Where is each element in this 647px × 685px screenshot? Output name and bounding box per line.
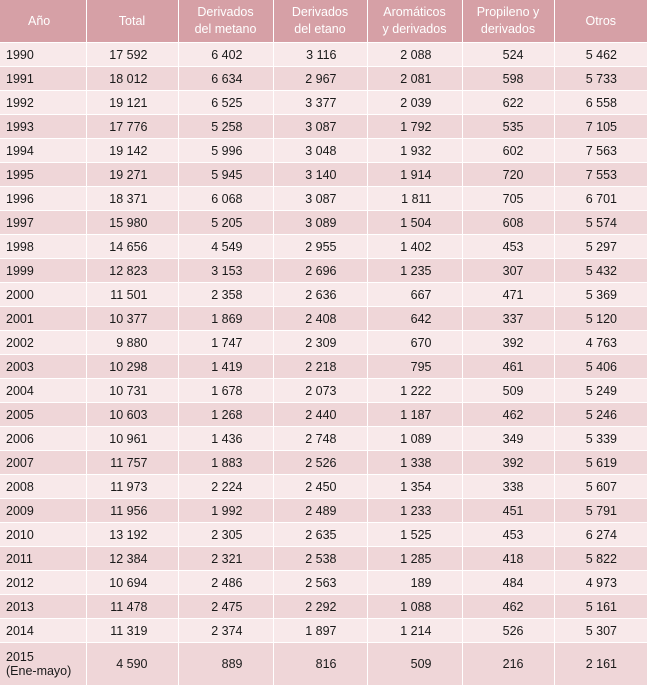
cell-year: 2012 <box>0 571 86 595</box>
cell-etano: 1 897 <box>273 619 367 643</box>
cell-aromaticos: 1 402 <box>367 235 462 259</box>
cell-metano: 6 402 <box>178 43 273 67</box>
cell-otros: 5 822 <box>554 547 647 571</box>
cell-aromaticos: 1 354 <box>367 475 462 499</box>
cell-propileno: 509 <box>462 379 554 403</box>
cell-etano: 3 087 <box>273 115 367 139</box>
cell-etano: 3 089 <box>273 211 367 235</box>
cell-total: 19 271 <box>86 163 178 187</box>
cell-metano: 2 321 <box>178 547 273 571</box>
cell-propileno: 471 <box>462 283 554 307</box>
cell-otros: 5 246 <box>554 403 647 427</box>
cell-etano: 2 636 <box>273 283 367 307</box>
cell-total: 11 757 <box>86 451 178 475</box>
cell-propileno: 349 <box>462 427 554 451</box>
cell-metano: 2 358 <box>178 283 273 307</box>
cell-propileno: 598 <box>462 67 554 91</box>
cell-etano: 816 <box>273 643 367 685</box>
table-row <box>0 379 647 403</box>
cell-total: 18 012 <box>86 67 178 91</box>
cell-etano: 2 440 <box>273 403 367 427</box>
table-row <box>0 91 647 115</box>
cell-propileno: 451 <box>462 499 554 523</box>
cell-total: 11 319 <box>86 619 178 643</box>
cell-year: 2015 (Ene-mayo) <box>0 643 86 685</box>
table-row <box>0 43 647 67</box>
cell-aromaticos: 1 525 <box>367 523 462 547</box>
cell-propileno: 418 <box>462 547 554 571</box>
cell-propileno: 705 <box>462 187 554 211</box>
table-row <box>0 451 647 475</box>
cell-aromaticos: 1 914 <box>367 163 462 187</box>
cell-otros: 5 161 <box>554 595 647 619</box>
cell-propileno: 453 <box>462 523 554 547</box>
cell-etano: 3 140 <box>273 163 367 187</box>
cell-propileno: 622 <box>462 91 554 115</box>
cell-year: 2014 <box>0 619 86 643</box>
header-row <box>0 0 647 43</box>
cell-metano: 889 <box>178 643 273 685</box>
cell-propileno: 602 <box>462 139 554 163</box>
cell-etano: 2 538 <box>273 547 367 571</box>
cell-otros: 5 733 <box>554 67 647 91</box>
cell-total: 11 973 <box>86 475 178 499</box>
cell-aromaticos: 1 792 <box>367 115 462 139</box>
cell-propileno: 392 <box>462 451 554 475</box>
cell-propileno: 461 <box>462 355 554 379</box>
cell-year: 2011 <box>0 547 86 571</box>
cell-propileno: 524 <box>462 43 554 67</box>
table-row <box>0 595 647 619</box>
cell-etano: 2 309 <box>273 331 367 355</box>
cell-year: 2006 <box>0 427 86 451</box>
header-otros: Otros <box>554 0 647 43</box>
cell-propileno: 535 <box>462 115 554 139</box>
table-row <box>0 619 647 643</box>
cell-otros: 5 574 <box>554 211 647 235</box>
cell-year: 1995 <box>0 163 86 187</box>
cell-metano: 5 945 <box>178 163 273 187</box>
cell-aromaticos: 2 088 <box>367 43 462 67</box>
cell-otros: 5 791 <box>554 499 647 523</box>
cell-total: 4 590 <box>86 643 178 685</box>
table-row <box>0 547 647 571</box>
table-row <box>0 403 647 427</box>
cell-aromaticos: 1 222 <box>367 379 462 403</box>
cell-total: 18 371 <box>86 187 178 211</box>
cell-aromaticos: 1 285 <box>367 547 462 571</box>
cell-otros: 5 249 <box>554 379 647 403</box>
cell-metano: 2 475 <box>178 595 273 619</box>
cell-aromaticos: 189 <box>367 571 462 595</box>
cell-year: 2001 <box>0 307 86 331</box>
cell-aromaticos: 1 214 <box>367 619 462 643</box>
cell-total: 19 121 <box>86 91 178 115</box>
cell-propileno: 307 <box>462 259 554 283</box>
cell-aromaticos: 1 187 <box>367 403 462 427</box>
cell-aromaticos: 795 <box>367 355 462 379</box>
cell-total: 10 377 <box>86 307 178 331</box>
cell-otros: 5 607 <box>554 475 647 499</box>
cell-year: 2009 <box>0 499 86 523</box>
cell-propileno: 462 <box>462 403 554 427</box>
cell-propileno: 337 <box>462 307 554 331</box>
header-propileno: Propileno y derivados <box>462 0 554 43</box>
table-row <box>0 475 647 499</box>
cell-year: 2002 <box>0 331 86 355</box>
table-row <box>0 523 647 547</box>
cell-aromaticos: 2 081 <box>367 67 462 91</box>
table-row <box>0 427 647 451</box>
cell-year: 2003 <box>0 355 86 379</box>
cell-year: 2010 <box>0 523 86 547</box>
cell-otros: 6 274 <box>554 523 647 547</box>
cell-otros: 7 563 <box>554 139 647 163</box>
cell-total: 10 694 <box>86 571 178 595</box>
cell-metano: 5 205 <box>178 211 273 235</box>
cell-metano: 1 419 <box>178 355 273 379</box>
cell-metano: 6 068 <box>178 187 273 211</box>
cell-etano: 3 116 <box>273 43 367 67</box>
cell-otros: 5 619 <box>554 451 647 475</box>
cell-total: 10 603 <box>86 403 178 427</box>
cell-otros: 7 553 <box>554 163 647 187</box>
cell-otros: 6 558 <box>554 91 647 115</box>
cell-otros: 4 973 <box>554 571 647 595</box>
cell-metano: 2 224 <box>178 475 273 499</box>
cell-etano: 2 408 <box>273 307 367 331</box>
table-row <box>0 643 647 685</box>
cell-year: 1992 <box>0 91 86 115</box>
table-row <box>0 259 647 283</box>
cell-year: 1991 <box>0 67 86 91</box>
cell-etano: 2 748 <box>273 427 367 451</box>
cell-total: 10 298 <box>86 355 178 379</box>
cell-total: 12 384 <box>86 547 178 571</box>
table-row <box>0 355 647 379</box>
cell-propileno: 608 <box>462 211 554 235</box>
cell-propileno: 526 <box>462 619 554 643</box>
cell-metano: 5 258 <box>178 115 273 139</box>
cell-total: 10 961 <box>86 427 178 451</box>
cell-metano: 1 436 <box>178 427 273 451</box>
cell-year: 1998 <box>0 235 86 259</box>
cell-year: 1993 <box>0 115 86 139</box>
cell-total: 19 142 <box>86 139 178 163</box>
table-row <box>0 235 647 259</box>
cell-metano: 3 153 <box>178 259 273 283</box>
cell-aromaticos: 1 338 <box>367 451 462 475</box>
table-row <box>0 331 647 355</box>
cell-metano: 1 883 <box>178 451 273 475</box>
cell-otros: 6 701 <box>554 187 647 211</box>
cell-propileno: 484 <box>462 571 554 595</box>
table-row <box>0 67 647 91</box>
cell-total: 11 478 <box>86 595 178 619</box>
table-row <box>0 187 647 211</box>
cell-metano: 1 869 <box>178 307 273 331</box>
cell-metano: 5 996 <box>178 139 273 163</box>
table-row <box>0 211 647 235</box>
header-year: Año <box>0 0 86 43</box>
cell-propileno: 216 <box>462 643 554 685</box>
cell-metano: 4 549 <box>178 235 273 259</box>
cell-otros: 7 105 <box>554 115 647 139</box>
cell-total: 9 880 <box>86 331 178 355</box>
cell-year: 1990 <box>0 43 86 67</box>
cell-year: 2004 <box>0 379 86 403</box>
table-row <box>0 163 647 187</box>
table-row <box>0 115 647 139</box>
cell-etano: 2 450 <box>273 475 367 499</box>
header-metano: Derivados del metano <box>178 0 273 43</box>
cell-otros: 5 297 <box>554 235 647 259</box>
cell-otros: 2 161 <box>554 643 647 685</box>
cell-metano: 2 486 <box>178 571 273 595</box>
cell-etano: 2 526 <box>273 451 367 475</box>
cell-year: 2013 <box>0 595 86 619</box>
cell-aromaticos: 1 233 <box>367 499 462 523</box>
cell-aromaticos: 1 089 <box>367 427 462 451</box>
cell-etano: 2 292 <box>273 595 367 619</box>
cell-otros: 5 432 <box>554 259 647 283</box>
cell-propileno: 453 <box>462 235 554 259</box>
cell-total: 14 656 <box>86 235 178 259</box>
table-row <box>0 499 647 523</box>
cell-total: 17 776 <box>86 115 178 139</box>
cell-otros: 5 369 <box>554 283 647 307</box>
cell-year: 2007 <box>0 451 86 475</box>
cell-aromaticos: 1 088 <box>367 595 462 619</box>
cell-aromaticos: 670 <box>367 331 462 355</box>
cell-etano: 2 635 <box>273 523 367 547</box>
cell-year: 2005 <box>0 403 86 427</box>
cell-otros: 5 339 <box>554 427 647 451</box>
cell-total: 10 731 <box>86 379 178 403</box>
cell-year: 1997 <box>0 211 86 235</box>
cell-metano: 1 747 <box>178 331 273 355</box>
cell-metano: 1 268 <box>178 403 273 427</box>
cell-aromaticos: 1 811 <box>367 187 462 211</box>
cell-otros: 4 763 <box>554 331 647 355</box>
cell-etano: 2 696 <box>273 259 367 283</box>
cell-total: 12 823 <box>86 259 178 283</box>
cell-year: 2000 <box>0 283 86 307</box>
cell-propileno: 462 <box>462 595 554 619</box>
cell-otros: 5 462 <box>554 43 647 67</box>
cell-etano: 3 048 <box>273 139 367 163</box>
header-aromaticos: Aromáticos y derivados <box>367 0 462 43</box>
cell-etano: 2 489 <box>273 499 367 523</box>
cell-total: 13 192 <box>86 523 178 547</box>
table-row <box>0 139 647 163</box>
cell-aromaticos: 1 932 <box>367 139 462 163</box>
cell-propileno: 720 <box>462 163 554 187</box>
cell-metano: 1 992 <box>178 499 273 523</box>
year-note: (Ene-mayo) <box>6 664 76 678</box>
cell-year: 2008 <box>0 475 86 499</box>
cell-etano: 2 955 <box>273 235 367 259</box>
cell-metano: 1 678 <box>178 379 273 403</box>
cell-etano: 3 377 <box>273 91 367 115</box>
cell-otros: 5 120 <box>554 307 647 331</box>
cell-metano: 6 525 <box>178 91 273 115</box>
cell-total: 17 592 <box>86 43 178 67</box>
cell-year: 1994 <box>0 139 86 163</box>
cell-propileno: 392 <box>462 331 554 355</box>
cell-etano: 2 218 <box>273 355 367 379</box>
cell-propileno: 338 <box>462 475 554 499</box>
cell-aromaticos: 2 039 <box>367 91 462 115</box>
cell-year: 1999 <box>0 259 86 283</box>
cell-etano: 2 967 <box>273 67 367 91</box>
cell-otros: 5 406 <box>554 355 647 379</box>
table-row <box>0 571 647 595</box>
cell-total: 11 956 <box>86 499 178 523</box>
header-etano: Derivados del etano <box>273 0 367 43</box>
cell-otros: 5 307 <box>554 619 647 643</box>
cell-year: 1996 <box>0 187 86 211</box>
cell-aromaticos: 642 <box>367 307 462 331</box>
cell-metano: 2 374 <box>178 619 273 643</box>
cell-metano: 2 305 <box>178 523 273 547</box>
table-row <box>0 283 647 307</box>
cell-aromaticos: 667 <box>367 283 462 307</box>
header-total: Total <box>86 0 178 43</box>
cell-etano: 2 073 <box>273 379 367 403</box>
cell-etano: 3 087 <box>273 187 367 211</box>
cell-aromaticos: 1 504 <box>367 211 462 235</box>
cell-aromaticos: 509 <box>367 643 462 685</box>
cell-total: 15 980 <box>86 211 178 235</box>
cell-aromaticos: 1 235 <box>367 259 462 283</box>
table-row <box>0 307 647 331</box>
cell-total: 11 501 <box>86 283 178 307</box>
cell-etano: 2 563 <box>273 571 367 595</box>
cell-metano: 6 634 <box>178 67 273 91</box>
